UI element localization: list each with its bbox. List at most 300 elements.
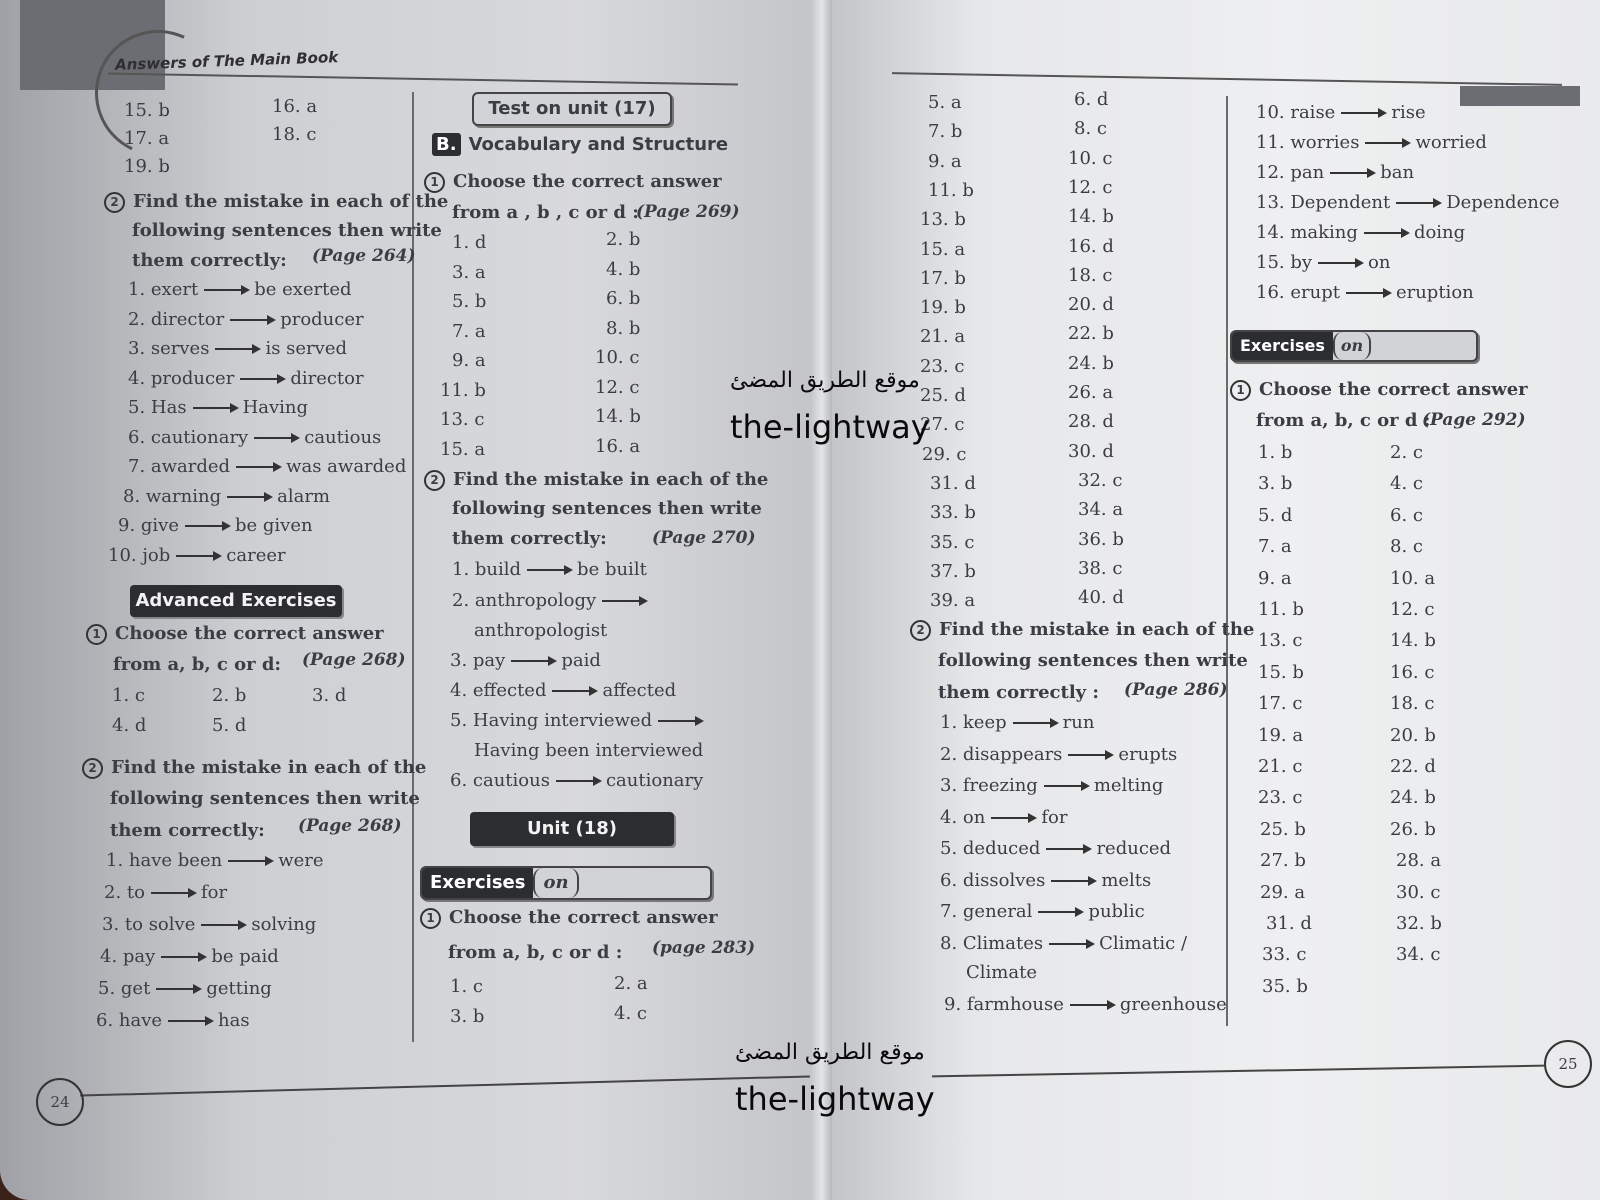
wrong-word: 6. cautious bbox=[450, 770, 550, 791]
answer-item: 7. a bbox=[452, 320, 486, 342]
correct-word: worried bbox=[1415, 132, 1487, 153]
answer-item: 13. c bbox=[440, 409, 485, 430]
arrow-icon bbox=[227, 496, 271, 498]
answer-item: 15. b bbox=[1258, 661, 1304, 683]
correction-row bbox=[940, 869, 1152, 891]
answer-item: 13. c bbox=[1258, 630, 1303, 652]
answer-item: 12. c bbox=[595, 376, 640, 398]
watermark-arabic-2: موقع الطريق المضئ bbox=[735, 1040, 925, 1065]
answer-item: 29. a bbox=[1260, 881, 1306, 903]
arrow-icon bbox=[511, 660, 555, 662]
question-text-2: following sentences then write bbox=[132, 220, 442, 241]
arrow-icon bbox=[156, 988, 200, 990]
answer-item: 1. c bbox=[450, 976, 483, 997]
wrong-word: 15. by bbox=[1256, 252, 1313, 273]
correction-row bbox=[944, 996, 1227, 1014]
answer-item: 14. b bbox=[1068, 206, 1114, 228]
arrow-icon bbox=[527, 569, 571, 571]
section-title: Vocabulary and Structure bbox=[468, 134, 729, 155]
correct-word: getting bbox=[206, 978, 272, 999]
answer-item: 9. a bbox=[452, 350, 486, 371]
correct-word: for bbox=[1041, 806, 1068, 828]
answer-item: 35. c bbox=[930, 531, 975, 553]
answer-item: 25. b bbox=[1260, 818, 1306, 840]
correct-word: solving bbox=[251, 914, 317, 935]
correction-row bbox=[128, 367, 364, 389]
answer-item: 15. a bbox=[920, 238, 966, 260]
answer-item: 34. c bbox=[1396, 944, 1441, 966]
answer-item: 16. d bbox=[1068, 235, 1114, 257]
structures-tab bbox=[1232, 360, 1351, 362]
wrong-word: 9. give bbox=[118, 515, 179, 536]
answer-item: 27. c bbox=[920, 414, 965, 436]
number-circle-icon: 2 bbox=[910, 620, 931, 641]
question-text-2: following sentences then write bbox=[938, 650, 1248, 671]
answer-item: 31. d bbox=[1266, 913, 1312, 934]
answer-item: 19. b bbox=[124, 156, 170, 177]
answer-item: 14. b bbox=[1390, 630, 1436, 652]
page-reference: (Page 268) bbox=[298, 816, 402, 836]
correct-word: on bbox=[1368, 252, 1391, 273]
correction-row bbox=[128, 281, 352, 299]
arrow-icon bbox=[215, 348, 259, 350]
wrong-word: 6. dissolves bbox=[940, 869, 1046, 891]
correction-row bbox=[128, 458, 406, 476]
answer-item: 27. b bbox=[1260, 850, 1306, 872]
arrow-icon bbox=[204, 289, 248, 291]
correct-word: anthropologist bbox=[474, 620, 608, 641]
correction-row bbox=[1256, 164, 1414, 182]
correction-row bbox=[100, 948, 279, 966]
arrow-icon bbox=[1013, 722, 1057, 724]
answer-item: 8. b bbox=[606, 317, 641, 339]
correction-row bbox=[104, 884, 227, 902]
answer-item: 6. d bbox=[1074, 89, 1109, 110]
answer-item: 23. c bbox=[1258, 787, 1303, 809]
correction-row bbox=[123, 485, 331, 507]
answer-item: 19. b bbox=[920, 297, 966, 319]
answer-item: 1. b bbox=[1258, 442, 1293, 463]
answer-item: 32. c bbox=[1078, 469, 1123, 491]
wrong-word: 5. Has bbox=[128, 397, 187, 418]
answer-item: 40. d bbox=[1078, 587, 1124, 609]
arrow-icon bbox=[1044, 785, 1088, 787]
question-text-2: from a , b , c or d : bbox=[452, 202, 639, 223]
correction-row bbox=[1256, 254, 1390, 272]
correction-row bbox=[96, 1012, 250, 1030]
arrow-icon bbox=[1341, 112, 1385, 114]
wrong-word: 4. pay bbox=[100, 946, 156, 967]
wrong-word: 1. have been bbox=[106, 850, 223, 871]
correct-word: doing bbox=[1413, 222, 1466, 243]
exercises-tab: Exercises bbox=[422, 868, 533, 898]
arrow-icon bbox=[240, 378, 284, 380]
wrong-word: 14. making bbox=[1256, 222, 1358, 243]
question-heading bbox=[1230, 380, 1528, 401]
correction-row bbox=[940, 806, 1068, 828]
question-text: Find the mistake in each of the bbox=[111, 757, 427, 778]
wrong-word: 4. on bbox=[940, 806, 986, 828]
answer-item: 15. b bbox=[124, 100, 170, 121]
answer-item: 9. a bbox=[928, 150, 962, 172]
page-reference: (Page 268) bbox=[302, 650, 406, 670]
correct-word: Having been interviewed bbox=[474, 740, 704, 761]
answer-item: 4. c bbox=[614, 1003, 647, 1024]
correction-row bbox=[940, 714, 1094, 732]
answer-item: 28. a bbox=[1396, 850, 1442, 872]
arrow-icon bbox=[1364, 232, 1408, 234]
exercises-tab: Exercises bbox=[1232, 332, 1333, 360]
correction-row bbox=[450, 652, 601, 670]
answer-item: 37. b bbox=[930, 560, 976, 582]
exercises-on-structures-label bbox=[1230, 330, 1478, 362]
correct-word: affected bbox=[602, 680, 677, 701]
answer-item: 25. d bbox=[920, 385, 966, 406]
answer-item: 2. c bbox=[1390, 442, 1423, 463]
correct-word: greenhouse bbox=[1119, 994, 1227, 1015]
correct-word: director bbox=[290, 367, 364, 389]
answer-item: 5. a bbox=[928, 92, 962, 113]
arrow-icon bbox=[176, 555, 220, 557]
footer-rule bbox=[80, 1075, 810, 1096]
correct-word: paid bbox=[561, 650, 601, 671]
answer-item: 4. c bbox=[1390, 473, 1423, 495]
correct-word: melts bbox=[1101, 869, 1152, 891]
page-reference: (Page 270) bbox=[652, 528, 756, 548]
correct-word: public bbox=[1088, 901, 1145, 922]
question-text-3: them correctly: bbox=[110, 820, 265, 841]
page-number-right: 25 bbox=[1544, 1040, 1592, 1088]
question-heading bbox=[424, 172, 722, 193]
arrow-icon bbox=[185, 525, 229, 527]
correct-word: Having bbox=[242, 397, 309, 418]
advanced-exercises-label: Advanced Exercises bbox=[130, 585, 342, 617]
correction-row bbox=[450, 682, 676, 700]
watermark-latin-2: the-lightway bbox=[735, 1080, 935, 1118]
wrong-word: 5. Having interviewed bbox=[450, 710, 653, 731]
answer-item: 11. b bbox=[1258, 599, 1304, 620]
arrow-icon bbox=[193, 407, 237, 409]
wrong-word: 11. worries bbox=[1256, 132, 1360, 153]
correct-word: were bbox=[278, 850, 324, 871]
wrong-word: 2. disappears bbox=[940, 743, 1063, 765]
question-text: Find the mistake in each of the bbox=[453, 469, 769, 490]
number-circle-icon: 2 bbox=[82, 758, 103, 779]
correction-row bbox=[940, 777, 1163, 795]
question-text-2: from a, b, c or d: bbox=[113, 654, 282, 675]
answer-item: 22. d bbox=[1390, 756, 1436, 777]
correction-row bbox=[1256, 224, 1465, 242]
answer-item: 9. a bbox=[1258, 567, 1292, 589]
correction-row bbox=[128, 426, 382, 448]
correct-word: be built bbox=[577, 559, 647, 580]
arrow-icon bbox=[552, 690, 596, 692]
answer-item: 5. b bbox=[452, 291, 487, 312]
answer-item: 3. b bbox=[1258, 473, 1293, 495]
answer-item: 35. b bbox=[1262, 975, 1308, 997]
answer-item: 33. c bbox=[1262, 944, 1307, 966]
answer-item: 17. b bbox=[920, 267, 966, 289]
book-spine bbox=[812, 0, 832, 1200]
answer-item: 6. c bbox=[1390, 504, 1423, 526]
answer-item: 13. b bbox=[920, 209, 966, 231]
arrow-icon bbox=[201, 924, 245, 926]
answer-item: 8. c bbox=[1074, 118, 1107, 140]
question-text-2: following sentences then write bbox=[452, 498, 762, 519]
footer-rule-right bbox=[932, 1065, 1544, 1078]
number-circle-icon: 2 bbox=[424, 470, 445, 491]
correct-word: Climate bbox=[966, 962, 1037, 983]
answer-item: 1. c bbox=[112, 685, 145, 706]
arrow-icon bbox=[151, 892, 195, 894]
correct-word: be given bbox=[235, 515, 313, 536]
answer-item: 32. b bbox=[1396, 913, 1442, 934]
answer-item: 22. b bbox=[1068, 323, 1114, 345]
on-tab: on bbox=[533, 868, 578, 898]
answer-item: 10. c bbox=[595, 347, 640, 368]
answer-item: 3. d bbox=[312, 685, 347, 706]
answer-item: 11. b bbox=[440, 379, 486, 401]
correct-word: cautious bbox=[304, 426, 382, 448]
answer-item: 10. c bbox=[1068, 147, 1113, 169]
section-heading bbox=[432, 136, 728, 154]
question-text-2: from a, b, c or d : bbox=[448, 942, 623, 963]
answer-item: 20. b bbox=[1390, 724, 1436, 746]
arrow-icon bbox=[1330, 172, 1374, 174]
arrow-icon bbox=[1070, 1004, 1114, 1006]
page-number-left: 24 bbox=[36, 1078, 84, 1126]
question-text: Choose the correct answer bbox=[453, 171, 722, 192]
correction-row bbox=[940, 840, 1171, 858]
wrong-word: 8. warning bbox=[123, 485, 222, 507]
answer-item: 36. b bbox=[1078, 528, 1124, 550]
answer-item: 39. a bbox=[930, 590, 976, 612]
arrow-icon bbox=[1318, 262, 1362, 264]
question-heading bbox=[910, 620, 1254, 641]
on-tab: on bbox=[1333, 332, 1371, 360]
answer-item: 5. d bbox=[1258, 504, 1293, 526]
answer-item: 23. c bbox=[920, 355, 965, 377]
answer-item: 16. c bbox=[1390, 661, 1435, 683]
exercises-on-vocabulary-label bbox=[420, 866, 712, 900]
question-heading bbox=[420, 908, 718, 929]
answer-item: 18. c bbox=[272, 124, 317, 145]
answer-item: 6. b bbox=[606, 288, 641, 309]
wrong-word: 1. keep bbox=[940, 712, 1007, 733]
answer-item: 38. c bbox=[1078, 557, 1123, 579]
wrong-word: 10. raise bbox=[1256, 102, 1336, 123]
question-heading bbox=[104, 192, 448, 213]
answer-item: 8. c bbox=[1390, 536, 1423, 558]
wrong-word: 8. Climates bbox=[940, 932, 1044, 954]
arrow-icon bbox=[1346, 292, 1390, 294]
arrow-icon bbox=[228, 860, 272, 862]
answer-item: 12. c bbox=[1068, 176, 1113, 198]
answer-item: 2. a bbox=[614, 973, 648, 994]
answer-item: 12. c bbox=[1390, 599, 1435, 620]
answer-item: 28. d bbox=[1068, 411, 1114, 433]
correct-word: career bbox=[226, 544, 286, 566]
correct-word: be exerted bbox=[254, 279, 352, 300]
answer-item: 16. a bbox=[272, 96, 318, 117]
header-title: Answers of The Main Book bbox=[114, 48, 339, 74]
answer-item: 2. b bbox=[606, 229, 641, 250]
question-text-3: them correctly : bbox=[938, 682, 1100, 703]
correct-word: rise bbox=[1391, 102, 1426, 123]
answer-item: 26. b bbox=[1390, 818, 1436, 840]
correct-word: cautionary bbox=[605, 770, 704, 791]
arrow-icon bbox=[161, 956, 205, 958]
answer-item: 34. a bbox=[1078, 499, 1124, 521]
question-heading bbox=[424, 470, 768, 491]
answer-item: 19. a bbox=[1258, 724, 1304, 746]
correction-row bbox=[128, 308, 364, 330]
correct-word: reduced bbox=[1096, 838, 1172, 859]
answer-item: 15. a bbox=[440, 438, 486, 460]
question-text-3: them correctly: bbox=[132, 250, 287, 271]
correct-word: was awarded bbox=[286, 456, 407, 477]
correct-word: erupts bbox=[1118, 743, 1178, 765]
answer-item: 33. b bbox=[930, 502, 976, 524]
correct-word: Dependence bbox=[1446, 192, 1560, 213]
answer-item: 26. a bbox=[1068, 382, 1114, 403]
arrow-icon bbox=[602, 600, 646, 602]
answer-item: 18. c bbox=[1390, 693, 1435, 715]
answer-item: 7. b bbox=[928, 121, 963, 143]
arrow-icon bbox=[1038, 911, 1082, 913]
number-circle-icon: 2 bbox=[104, 192, 125, 213]
number-circle-icon: 1 bbox=[424, 172, 445, 193]
arrow-icon bbox=[1068, 754, 1112, 756]
question-text: Find the mistake in each of the bbox=[133, 191, 449, 212]
page-reference: (Page 269) bbox=[636, 202, 740, 222]
correction-row bbox=[940, 743, 1178, 765]
correct-word: producer bbox=[280, 308, 364, 330]
correct-word: for bbox=[200, 882, 228, 903]
arrow-icon bbox=[1051, 880, 1095, 882]
section-letter-badge: B. bbox=[432, 133, 461, 156]
wrong-word: 5. get bbox=[98, 978, 151, 999]
correct-word: be paid bbox=[211, 946, 279, 967]
answer-item: 3. b bbox=[450, 1006, 485, 1027]
test-on-unit-label: Test on unit (17) bbox=[472, 92, 672, 126]
wrong-word: 3. to solve bbox=[102, 914, 196, 935]
question-text-2: following sentences then write bbox=[110, 788, 420, 809]
correction-row bbox=[1256, 194, 1560, 212]
correct-word: Climatic / bbox=[1099, 932, 1188, 954]
wrong-word: 4. producer bbox=[128, 367, 235, 389]
number-circle-icon: 1 bbox=[420, 908, 441, 929]
correction-row bbox=[452, 592, 652, 610]
correct-word: ban bbox=[1380, 162, 1415, 183]
vocabulary-tab bbox=[422, 898, 559, 900]
correction-row bbox=[98, 980, 272, 998]
correct-word: is served bbox=[265, 338, 348, 359]
wrong-word: 3. serves bbox=[128, 338, 210, 359]
arrow-icon bbox=[168, 1020, 212, 1022]
question-text: Choose the correct answer bbox=[449, 907, 718, 928]
answer-item: 7. a bbox=[1258, 536, 1292, 558]
answer-item: 21. c bbox=[1258, 756, 1303, 777]
answer-item: 1. d bbox=[452, 232, 487, 253]
unit-18-label: Unit (18) bbox=[470, 812, 674, 846]
correct-word: eruption bbox=[1395, 282, 1474, 303]
question-heading bbox=[86, 624, 384, 645]
wrong-word: 6. cautionary bbox=[128, 426, 249, 448]
answer-item: 30. d bbox=[1068, 440, 1114, 462]
wrong-word: 6. have bbox=[96, 1010, 163, 1031]
page-reference: (Page 292) bbox=[1422, 410, 1526, 430]
right-page bbox=[820, 0, 1600, 1200]
correct-word: melting bbox=[1093, 775, 1164, 796]
correction-row bbox=[940, 932, 1188, 954]
correction-row bbox=[118, 517, 313, 535]
number-circle-icon: 1 bbox=[86, 624, 107, 645]
page-reference: (Page 286) bbox=[1124, 680, 1228, 700]
correction-row bbox=[1256, 284, 1474, 302]
correction-row bbox=[450, 712, 708, 730]
answer-item: 18. c bbox=[1068, 264, 1113, 286]
question-text-3: them correctly: bbox=[452, 528, 607, 549]
answer-item: 5. d bbox=[212, 715, 247, 736]
page-reference: (page 283) bbox=[652, 938, 756, 958]
wrong-word: 13. Dependent bbox=[1256, 192, 1391, 213]
arrow-icon bbox=[658, 720, 702, 722]
wrong-word: 2. anthropology bbox=[452, 590, 597, 611]
correct-word: has bbox=[218, 1010, 250, 1031]
arrow-icon bbox=[1396, 202, 1440, 204]
wrong-word: 12. pan bbox=[1256, 162, 1325, 183]
correction-row bbox=[450, 772, 703, 790]
answer-item: 24. b bbox=[1390, 787, 1436, 809]
arrow-icon bbox=[1365, 142, 1409, 144]
question-text: Find the mistake in each of the bbox=[939, 619, 1255, 640]
answer-item: 14. b bbox=[595, 406, 641, 427]
answer-item: 29. c bbox=[922, 443, 967, 465]
wrong-word: 16. erupt bbox=[1256, 282, 1340, 303]
wrong-word: 7. general bbox=[940, 901, 1033, 922]
answer-item: 10. a bbox=[1390, 567, 1436, 589]
correct-word: alarm bbox=[277, 485, 331, 507]
correction-row bbox=[102, 916, 316, 934]
question-text: Choose the correct answer bbox=[115, 623, 384, 644]
wrong-word: 4. effected bbox=[450, 680, 547, 701]
arrow-icon bbox=[556, 780, 600, 782]
answer-item: 31. d bbox=[930, 472, 976, 494]
answer-item: 17. a bbox=[124, 128, 170, 149]
correction-row bbox=[940, 903, 1145, 921]
watermark-arabic: موقع الطريق المضئ bbox=[730, 368, 920, 393]
wrong-word: 5. deduced bbox=[940, 838, 1041, 859]
answer-item: 30. c bbox=[1396, 881, 1441, 903]
arrow-icon bbox=[230, 319, 274, 321]
wrong-word: 10. job bbox=[108, 544, 171, 566]
answer-item: 21. a bbox=[920, 326, 966, 348]
wrong-word: 1. build bbox=[452, 559, 522, 580]
wrong-word: 3. freezing bbox=[940, 775, 1038, 796]
correction-row bbox=[1256, 104, 1426, 122]
correction-row bbox=[108, 544, 286, 566]
question-heading bbox=[82, 758, 426, 779]
correct-word: run bbox=[1062, 712, 1095, 733]
arrow-icon bbox=[236, 466, 280, 468]
correction-row bbox=[1256, 134, 1487, 152]
answer-item: 3. a bbox=[452, 261, 486, 283]
watermark-latin: the-lightway bbox=[730, 408, 930, 446]
question-text: Choose the correct answer bbox=[1259, 379, 1528, 400]
arrow-icon bbox=[1046, 848, 1090, 850]
arrow-icon bbox=[1049, 943, 1093, 945]
